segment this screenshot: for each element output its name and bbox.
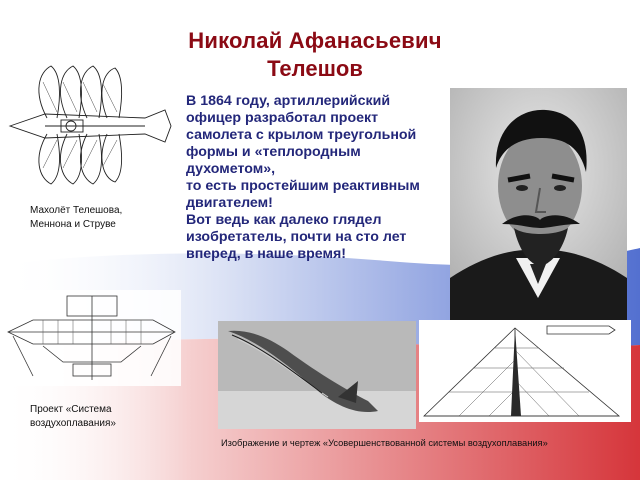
portrait-photo [450, 88, 627, 320]
caption-line: Махолёт Телешова, [30, 205, 123, 216]
body-line: двигателем! [186, 195, 273, 211]
title-line-1: Николай Афанасьевич [188, 28, 442, 53]
improved-system-image [218, 321, 416, 429]
caption-ornithopter [30, 204, 122, 232]
body-line: то есть простейшим реактивным [186, 178, 420, 194]
body-line: В 1864 году, артиллерийский [186, 93, 391, 109]
pyramid-drawing [419, 320, 631, 422]
body-line: вперед, в наше время! [186, 246, 346, 262]
ornithopter-drawing [5, 62, 175, 190]
caption-line: Меннона и Струве [30, 219, 116, 230]
system-project-drawing [3, 290, 181, 386]
body-line: формы и «теплородным [186, 144, 361, 160]
title-line-2: Телешов [267, 56, 363, 81]
body-line: изобретатель, почти на сто лет [186, 229, 407, 245]
caption-line: Проект «Система [30, 404, 112, 415]
body-line: Вот ведь как далеко глядел [186, 212, 382, 228]
caption-improved: Изображение и чертеж «Усовершенствованной системы воздухоплавания» [221, 438, 548, 448]
body-text [186, 93, 458, 263]
body-line: самолета с крылом треугольной [186, 127, 417, 143]
caption-line: воздухоплавания» [30, 418, 116, 429]
body-line: офицер разработал проект [186, 110, 379, 126]
body-line: духометом», [186, 161, 276, 177]
caption-system [30, 403, 116, 431]
